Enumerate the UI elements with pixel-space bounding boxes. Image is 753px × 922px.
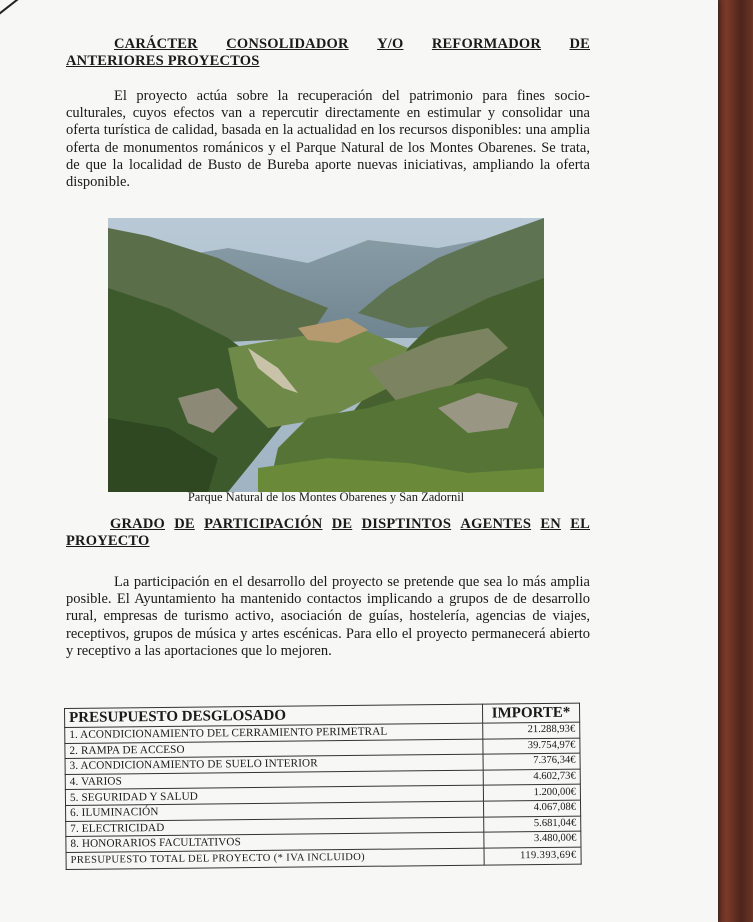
heading-word: EL — [570, 516, 590, 532]
landscape-photo — [108, 218, 544, 492]
paragraph-participation: La participación en el desarrollo del proyecto se pretende que sea lo más amplia posible. El Ayuntamiento ha mantenido contactos implicando a grupos de de desarrollo rural, empresas de turismo activo, asociación de guías, hostelería, agencias de viajes, receptivos, grupos de música y artes escénicas. Para ello el proyecto permanecerá abierto y receptivo a las aportaciones que lo mejoren. — [66, 574, 590, 659]
budget-item-amount: 21.288,93€ — [483, 722, 580, 739]
budget-total-amount: 119.393,69€ — [484, 847, 581, 865]
budget-item-description: 4. VARIOS — [65, 770, 483, 790]
heading-word: CARÁCTER — [114, 36, 198, 52]
budget-item-amount: 7.376,34€ — [483, 753, 580, 770]
heading-word: DE — [174, 516, 195, 532]
heading-line2: ANTERIORES PROYECTOS — [66, 53, 260, 69]
budget-total-description: PRESUPUESTO TOTAL DEL PROYECTO (* IVA INCLUIDO) — [66, 848, 484, 869]
heading-word: GRADO — [110, 516, 165, 532]
heading-word: CONSOLIDADOR — [226, 36, 349, 52]
heading-word: Y/O — [377, 36, 404, 52]
heading-line2: PROYECTO — [66, 533, 150, 549]
budget-item-description: 6. ILUMINACIÓN — [66, 801, 484, 821]
budget-item-description: 7. ELECTRICIDAD — [66, 817, 484, 837]
heading-word: DE — [569, 36, 590, 52]
heading-word: PARTICIPACIÓN — [204, 516, 323, 532]
heading-word: AGENTES — [460, 516, 532, 532]
photo-caption: Parque Natural de los Montes Obarenes y San Zadornil — [187, 490, 465, 504]
heading-word: REFORMADOR — [431, 36, 542, 52]
section-heading-character — [66, 36, 590, 70]
budget-item-description: 3. ACONDICIONAMIENTO DE SUELO INTERIOR — [65, 754, 483, 774]
heading-word: DISPTINTOS — [361, 516, 452, 532]
budget-item-amount: 1.200,00€ — [483, 784, 580, 801]
budget-item-amount: 5.681,04€ — [484, 816, 581, 833]
budget-item-amount: 4.067,08€ — [483, 800, 580, 817]
heading-word: DE — [331, 516, 353, 532]
budget-item-amount: 4.602,73€ — [483, 769, 580, 786]
budget-item-amount: 39.754,97€ — [483, 738, 580, 755]
budget-header-amount: IMPORTE* — [482, 703, 579, 723]
budget-item-amount: 3.480,00€ — [484, 831, 581, 848]
budget-item-description: 8. HONORARIOS FACULTATIVOS — [66, 832, 484, 852]
budget-table — [64, 703, 582, 870]
mountain-valley-image — [108, 218, 544, 492]
paragraph-project-description: El proyecto actúa sobre la recuperación del patrimonio para fines socio-culturales, cuyos efectos van a repercutir directamente en estimular y consolidar una oferta turística de calidad, basada en la actualidad en los recursos disponibles: una amplia oferta de monumentos románicos y el Parque Natural de los Montes Obarenes. Se trata, de que la localidad de Busto de Bureba aporte nuevas iniciativas, ampliando la oferta disponible. — [66, 88, 590, 191]
budget-item-description: 2. RAMPA DE ACCESO — [65, 739, 483, 759]
pen-stroke-mark — [0, 0, 38, 22]
section-heading-participation — [66, 516, 590, 550]
budget-item-description: 1. ACONDICIONAMIENTO DEL CERRAMIENTO PERIMETRAL — [65, 723, 483, 743]
budget-item-description: 5. SEGURIDAD Y SALUD — [65, 785, 483, 805]
wooden-desk-background — [713, 0, 753, 922]
budget-header-description: PRESUPUESTO DESGLOSADO — [65, 704, 483, 727]
heading-word: EN — [540, 516, 561, 532]
